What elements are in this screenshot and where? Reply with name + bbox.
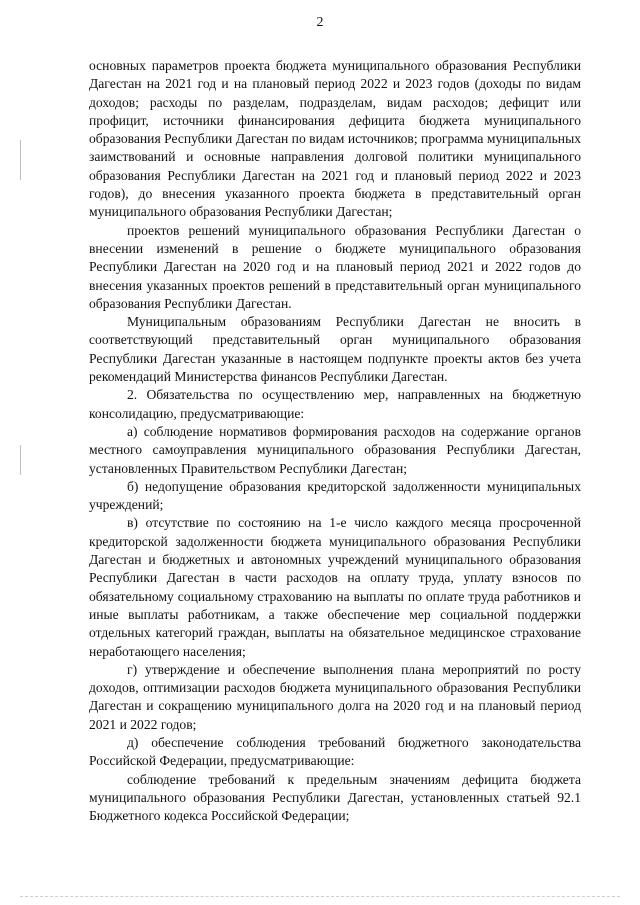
page-number: 2 (316, 15, 324, 30)
paragraph-item-v: в) отсутствие по состоянию на 1-е число каждого месяца просроченной кредиторской задолженности бюджета муниципального образования Республики Дагестан и бюджетных и автономных учреждений муниципального образования Республики Дагестан в части расходов на оплату труда, уплату взносов по обязательному социальному страхованию на выплаты по оплате труда работников и иные выплаты работникам, а также обеспечение мер социальной поддержки отдельных категорий граждан, выплаты на обязательное медицинское страхование неработающего населения; (89, 515, 581, 659)
scan-bottom-edge (20, 896, 620, 897)
paragraph-item-d: д) обеспечение соблюдения требований бюджетного законодательства Российской Федерации, предусматривающие: (89, 734, 581, 769)
paragraph-do-not-submit: Муниципальным образованиям Республики Дагестан не вносить в соответствующий представительный орган муниципального образования Республики Дагестан указанные в настоящем подпункте проекты актов без учета рекомендаций Министерства финансов Республики Дагестан. (89, 314, 581, 385)
paragraph-item-b: б) недопущение образования кредиторской задолженности муниципальных учреждений; (89, 478, 581, 513)
document-body (89, 57, 581, 825)
paragraph-item-a: а) соблюдение нормативов формирования расходов на содержание органов местного самоуправления муниципального образования Республики Дагестан, установленных Правительством Республики Дагестан; (89, 423, 581, 476)
scan-margin-mark (20, 140, 21, 180)
paragraph-deficit-limits: соблюдение требований к предельным значениям дефицита бюджета муниципального образования Республики Дагестан, установленных статьей 92.1 Бюджетного кодекса Российской Федерации; (89, 771, 581, 824)
paragraph-draft-decisions: проектов решений муниципального образования Республики Дагестан о внесении изменений в решение о бюджете муниципального образования Республики Дагестан на 2020 год и на плановый период 2021 и 2022 годов до внесения указанных проектов решений в представительный орган муниципального образования Республики Дагестан. (89, 222, 581, 311)
paragraph-budget-parameters: основных параметров проекта бюджета муниципального образования Республики Дагестан на 2021 год и на плановый период 2022 и 2023 годов (доходы по видам доходов; расходы по разделам, подразделам, видам расходов; дефицит или профицит, источники финансирования дефицита бюджета муниципального образования Республики Дагестан по видам источников; программа муниципальных заимствований и основные направления долговой политики муниципального образования Республики Дагестан на 2021 год и плановый период 2022 и 2023 годов), до внесения указанного проекта бюджета в представительный орган муниципального образования Республики Дагестан; (89, 58, 581, 220)
paragraph-item-g: г) утверждение и обеспечение выполнения плана мероприятий по росту доходов, оптимизации расходов бюджета муниципального образования Республики Дагестан и сокращению муниципального долга на 2020 год и на плановый период 2021 и 2022 годов; (89, 661, 581, 732)
paragraph-obligations-consolidation: 2. Обязательства по осуществлению мер, направленных на бюджетную консолидацию, предусматривающие: (89, 387, 581, 421)
scan-margin-mark (20, 445, 21, 475)
